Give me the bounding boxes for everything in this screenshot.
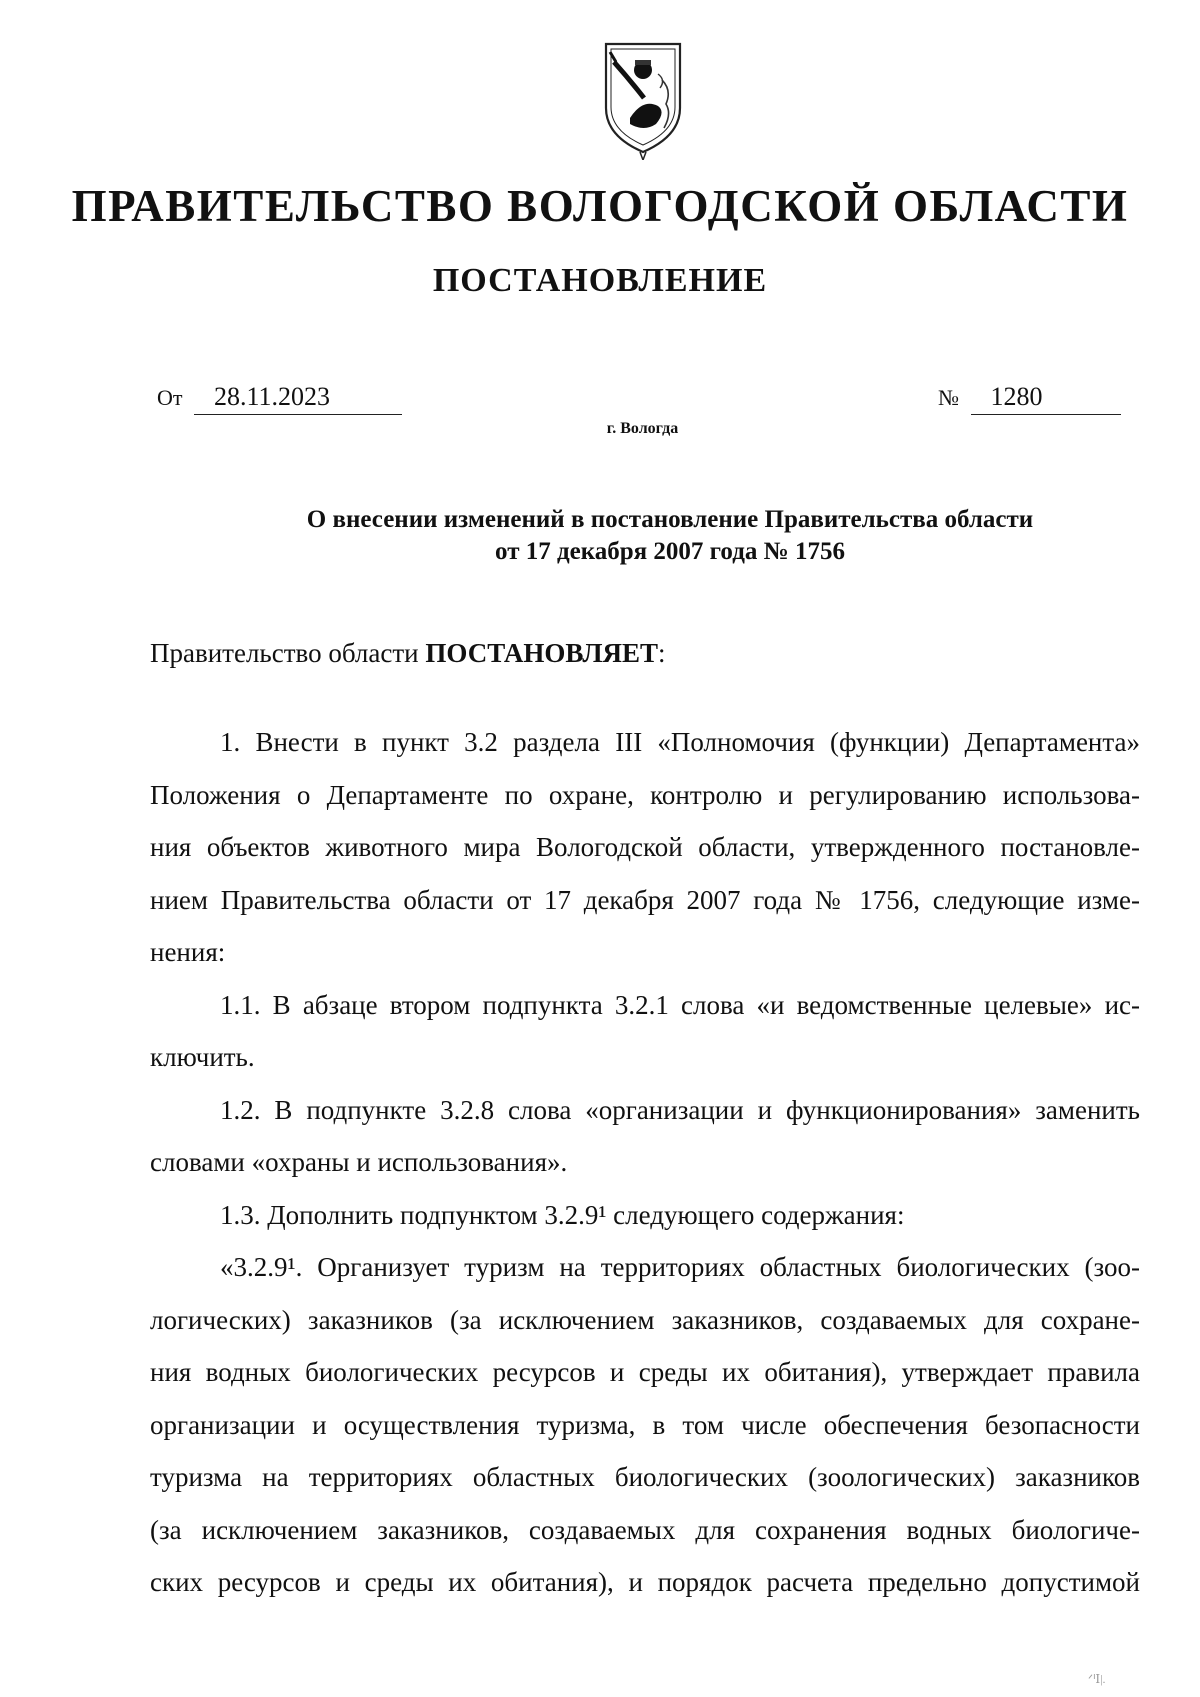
preamble-text: Правительство области xyxy=(150,638,426,668)
body-line: словами «охраны и использования». xyxy=(150,1147,568,1177)
body-line: 1.2. В подпункте 3.2.8 слова «организации и функционирования» заменить xyxy=(220,1094,1140,1125)
document-date: 28.11.2023 xyxy=(194,382,402,415)
date-prefix: От xyxy=(157,385,183,410)
body-line: нения: xyxy=(150,937,226,967)
coat-of-arms-icon xyxy=(600,40,686,160)
preamble-keyword: ПОСТАНОВЛЯЕТ xyxy=(425,638,658,668)
document-number: 1280 xyxy=(971,382,1121,415)
body-line: 1. Внести в пункт 3.2 раздела III «Полномочия (функции) Департамента» xyxy=(220,727,1140,757)
body-line: 1.1. В абзаце втором подпункта 3.2.1 слова «и ведомственные целевые» ис- xyxy=(220,989,1140,1020)
city-label: г. Вологда xyxy=(606,420,679,437)
body-line: ния объектов животного мира Вологодской области, утвержденного постановле- xyxy=(150,832,1140,862)
document-subject xyxy=(150,504,1190,568)
body-line: (за исключением заказников, создаваемых для сохранения водных биологиче- xyxy=(150,1514,1140,1545)
body-line: нием Правительства области от 17 декабря 2007 года № 1756, следующие изме- xyxy=(150,884,1140,915)
body-line: Положения о Департаменте по охране, контролю и регулированию использова- xyxy=(150,779,1140,810)
body-line: логических) заказников (за исключением заказников, создаваемых для сохране- xyxy=(150,1304,1140,1335)
body-line: «3.2.9¹. Организует туризм на территориях областных биологических (зоо- xyxy=(220,1252,1140,1282)
organization-title: ПРАВИТЕЛЬСТВО ВОЛОГОДСКОЙ ОБЛАСТИ xyxy=(71,181,1129,231)
body-line: ключить. xyxy=(150,1042,255,1072)
number-prefix: № xyxy=(938,385,959,410)
preamble xyxy=(150,638,666,669)
body-line: туризма на территориях областных биологических (зоологических) заказников xyxy=(150,1462,1140,1492)
document-date-field xyxy=(157,382,402,415)
body-line: организации и осуществления туризма, в том числе обеспечения безопасности xyxy=(150,1409,1140,1440)
subject-line: О внесении изменений в постановление Правительства области xyxy=(306,506,1034,533)
body-text xyxy=(150,716,1140,1609)
body-line: 1.3. Дополнить подпунктом 3.2.9¹ следующего содержания: xyxy=(220,1199,905,1230)
scan-footer-mark: ᐟᑊⅠ|. xyxy=(1088,1672,1106,1686)
preamble-colon: : xyxy=(657,638,666,668)
body-line: ских ресурсов и среды их обитания), и порядок расчета предельно допустимой xyxy=(150,1567,1140,1597)
subject-line: от 17 декабря 2007 года № 1756 xyxy=(495,538,845,565)
document-number-field xyxy=(938,382,1121,415)
document-type: ПОСТАНОВЛЕНИЕ xyxy=(432,262,768,299)
body-line: ния водных биологических ресурсов и среды их обитания), утверждает правила xyxy=(150,1357,1140,1387)
